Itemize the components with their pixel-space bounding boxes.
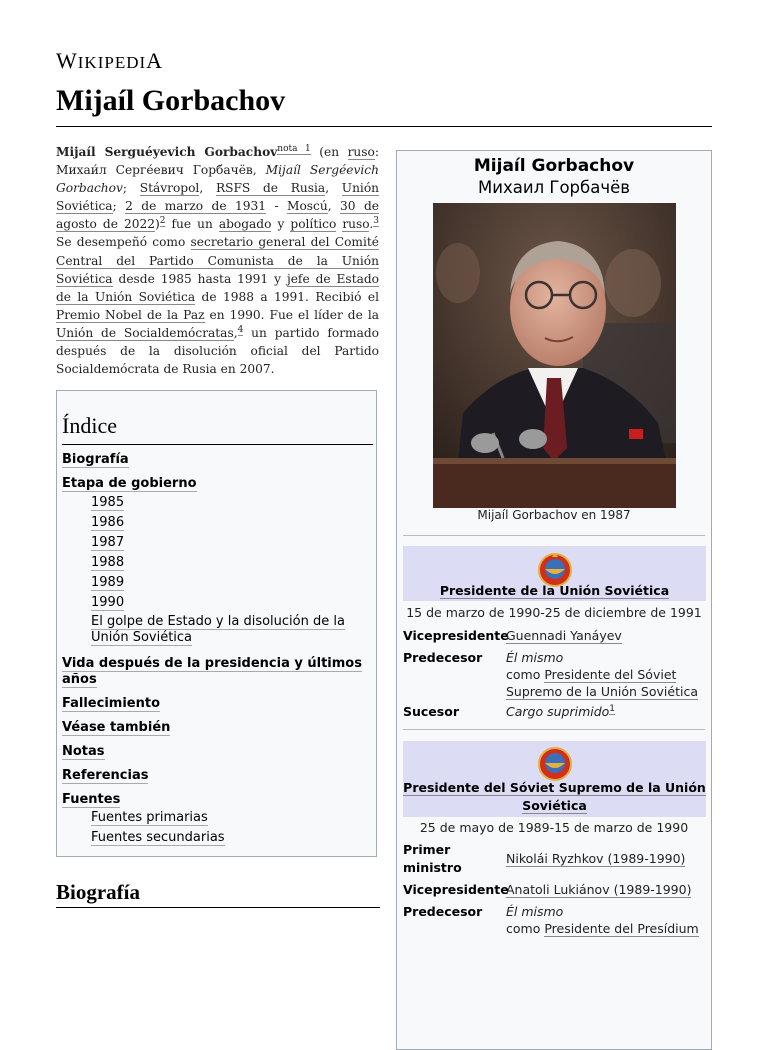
footnote-1[interactable]: 1 — [609, 703, 616, 714]
value-sucesor: Cargo suprimido$^1$ — [506, 703, 616, 719]
toc-item[interactable]: 1989 — [91, 575, 125, 590]
label-predecesor: Predecesor — [403, 904, 483, 919]
toc-item[interactable]: Referencias — [62, 768, 149, 783]
office-header-soviet-supremo — [403, 741, 706, 817]
link-union-sovietica[interactable]: Unión Soviética — [56, 181, 380, 214]
link-moscu[interactable]: Moscú — [286, 199, 328, 214]
link-ruso-2[interactable]: ruso — [342, 217, 370, 232]
value-predecesor: Él mismo como Presidente del Presídium — [506, 904, 699, 936]
toc-item[interactable]: 1986 — [91, 515, 125, 530]
footnote-nota-1[interactable]: nota 1 — [277, 143, 311, 154]
subject-name: Mijaíl Serguéyevich Gorbachov — [56, 145, 278, 159]
infobox-native-name: Михаил Горбачёв — [478, 178, 630, 197]
toc-title: Índice — [62, 413, 117, 438]
office-dates: 25 de mayo de 1989-15 de marzo de 1990 — [419, 820, 689, 835]
office-title-soviet-supremo[interactable]: Presidente del Sóviet Supremo de la Unión Soviética — [403, 780, 706, 813]
title-divider — [56, 126, 712, 127]
footnote-2[interactable]: 2 — [159, 216, 166, 227]
office-dates: 15 de marzo de 1990-25 de diciembre de 1991 — [406, 605, 702, 620]
label-primer-ministro: Primer ministro — [403, 842, 462, 875]
link-secretario-general[interactable]: secretario general del Comité Central del Partido Comunista de la Unión Soviética — [56, 235, 379, 286]
infobox — [396, 150, 712, 1050]
office-title-president[interactable]: Presidente de la Unión Soviética — [439, 583, 670, 598]
table-of-contents — [56, 390, 377, 857]
link-stavropol[interactable]: Stávropol — [139, 181, 200, 196]
link-premio-nobel[interactable]: Premio Nobel de la Paz — [56, 307, 205, 322]
toc-item[interactable]: Fuentes secundarias — [91, 830, 225, 845]
label-vicepresidente: Vicepresidente — [403, 628, 509, 643]
link-abogado[interactable]: abogado — [218, 217, 272, 232]
link-rsfs-de-rusia[interactable]: RSFS de Rusia — [215, 181, 326, 196]
toc-item[interactable]: 1985 — [91, 495, 125, 510]
infobox-name: Mijaíl Gorbachov — [473, 156, 635, 176]
toc-item[interactable]: Etapa de gobierno — [62, 476, 197, 491]
value-vicepresidente[interactable]: Guennadi Yanáyev — [506, 628, 622, 643]
office-header-president — [403, 546, 706, 601]
portrait-photo[interactable] — [433, 203, 676, 508]
toc-item[interactable]: Véase también — [62, 720, 171, 735]
section-heading: Biografía — [56, 880, 140, 904]
toc-item[interactable]: Fuentes — [62, 792, 121, 807]
value-primer-ministro[interactable]: Nikolái Ryzhkov (1989-1990) — [506, 851, 686, 866]
toc-item[interactable]: Fallecimiento — [62, 696, 161, 711]
toc-item[interactable]: Vida después de la presidencia y últimos años — [62, 656, 362, 687]
link-death-date[interactable]: 30 de agosto de 2022 — [56, 199, 379, 232]
toc-divider — [62, 444, 373, 445]
label-vicepresidente: Vicepresidente — [403, 882, 509, 897]
toc-item[interactable]: El golpe de Estado y la disolución de la Unión Soviética — [91, 614, 345, 645]
link-union-socialdemocratas[interactable]: Unión de Socialdemócratas — [56, 325, 234, 340]
label-predecesor: Predecesor — [403, 650, 483, 665]
toc-item[interactable]: 1988 — [91, 555, 125, 570]
value-predecesor: Él mismo como Presidente del Sóviet Supremo de la Unión Soviética — [506, 650, 698, 699]
soviet-emblem-icon — [535, 743, 575, 783]
link-presidente-soviet[interactable]: Presidente del Sóviet Supremo de la Unión Soviética — [506, 667, 698, 699]
page-title: Mijaíl Gorbachov — [56, 84, 286, 117]
footnote-3[interactable]: 3 — [373, 216, 379, 227]
toc-item[interactable]: 1987 — [91, 535, 125, 550]
divider — [403, 535, 705, 536]
toc-item[interactable]: Notas — [62, 744, 105, 759]
footnote-4[interactable]: 4 — [237, 324, 244, 335]
link-ruso[interactable]: ruso — [347, 145, 375, 159]
toc-item[interactable]: 1990 — [91, 595, 125, 610]
link-politico[interactable]: político — [290, 217, 337, 232]
wikipedia-wordmark[interactable]: WIKIPEDIA — [56, 48, 164, 73]
link-birth-date[interactable]: 2 de marzo de 1931 — [125, 199, 267, 214]
toc-item[interactable]: Biografía — [62, 452, 129, 467]
section-divider — [56, 907, 380, 908]
divider — [403, 729, 705, 730]
transliteration: Mijaíl Sergéevich Gorbachov — [56, 163, 379, 196]
portrait-caption: Mijaíl Gorbachov en 1987 — [477, 508, 631, 522]
value-vicepresidente[interactable]: Anatoli Lukiánov (1989-1990) — [506, 882, 692, 897]
link-presidente-presidium[interactable]: Presidente del Presídium — [544, 921, 699, 936]
link-jefe-de-estado[interactable]: jefe de Estado de la Unión Soviética — [56, 271, 379, 304]
label-sucesor: Sucesor — [403, 704, 459, 719]
toc-item[interactable]: Fuentes primarias — [91, 810, 208, 825]
lead-paragraph: Mijaíl Serguéyevich Gorbachov$^{nota 1}$ (en ruso: Михаи́л Серге́евич Горбачёв, Mijaíl Sergéevich Gorbachov; Stávropol, RSFS de Rusia, Unión Soviética; 2 de marzo de 1931 - Moscú, 30 de agosto de 2022)$^2$ fue un abogado y político ruso.$^3$ Se desempeñó como secretario general del Comité Central del Partido Comunista de la Unión Soviética desde 1985 hasta 1991 y jefe de Estado de la Unión Soviética de 1988 a 1991. Recibió el Premio Nobel de la Paz en 1990. Fue el líder de la Unión de Socialdemócratas,$^4$ un partido formado después de la disolución oficial del Partido Socialdemócrata de Rusia en 2007. — [56, 143, 380, 377]
